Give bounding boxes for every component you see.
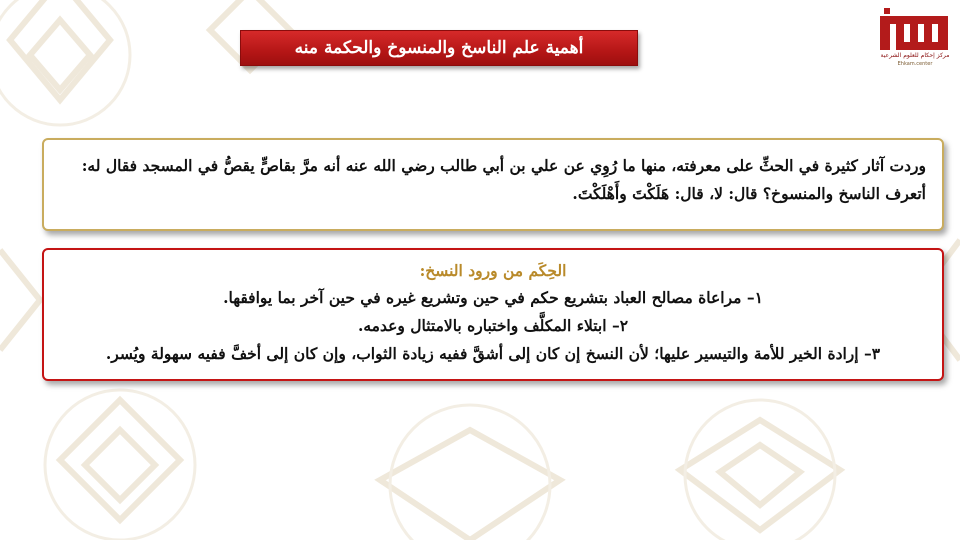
intro-box — [42, 138, 944, 231]
wisdom-item-3: ٣– إرادة الخير للأمة والتيسير عليها؛ لأن النسخ إن كان إلى أشقَّ ففيه زيادة الثواب، وإن كان إلى أخفَّ ففيه سهولة ويُسر. — [105, 344, 881, 363]
slide-title: أهمية علم الناسخ والمنسوخ والحكمة منه — [294, 38, 584, 58]
slide-title-banner — [240, 30, 638, 66]
wisdom-item-2: ٢– ابتلاء المكلَّف واختباره بالامتثال وعدمه. — [357, 316, 629, 335]
wisdom-item-1: ١– مراعاة مصالح العباد بتشريع حكم في حين وتشريع غيره في حين آخر بما يوافقها. — [223, 288, 763, 307]
wisdom-heading: الحِكَم من ورود النسخ: — [419, 261, 567, 280]
logo-website: Ehkam.center — [897, 61, 933, 67]
logo-subtitle: مركز إحكام للعلوم الشرعية — [880, 52, 950, 59]
intro-text: وردت آثار كثيرة في الحثِّ على معرفته، منها ما رُوِي عن علي بن أبي طالب رضي الله عنه أنه مرَّ بقاصٍّ يقصُّ في المسجد فقال له: أتعرف الناسخ والمنسوخ؟ قال: لا، قال: هَلَكْتَ وأَهْلَكْتَ. — [81, 156, 926, 203]
wisdom-box — [42, 248, 944, 381]
